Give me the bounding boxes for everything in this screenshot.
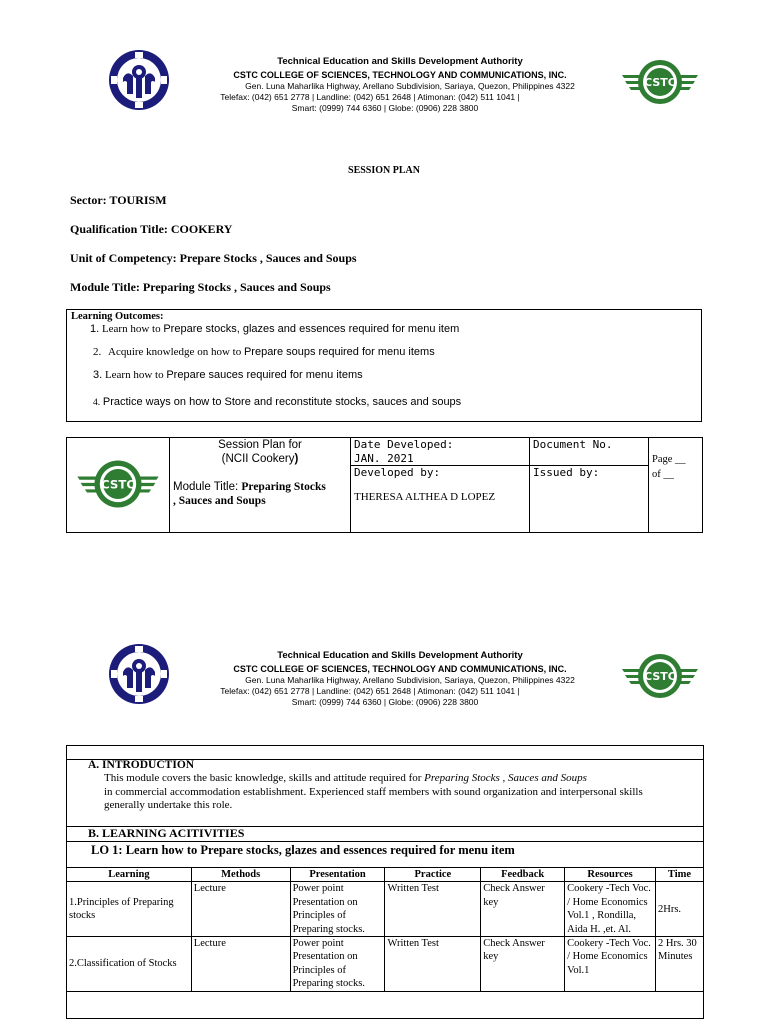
table-row	[67, 882, 704, 937]
column-header: Presentation	[290, 868, 385, 882]
session-plan-cell: Session Plan for (NCII Cookery) Module Title: Preparing Stocks , Sauces and Soups	[170, 438, 351, 533]
learning-cell: 1.Principles of Preparing stocks	[67, 882, 192, 937]
document-title: SESSION PLAN	[348, 165, 420, 176]
cstc-logo-icon	[73, 453, 163, 515]
practice-cell: Written Test	[385, 882, 481, 937]
agency-name: Technical Education and Skills Development Authority	[277, 56, 523, 67]
methods-cell: Lecture	[191, 937, 290, 992]
introduction-text: This module covers the basic knowledge, skills and attitude required for Preparing Stocks , Sauces and Soups in commercial accommodation establishment. Experienced staff members with sound organization and interpersonal skills generally undertake this role.	[104, 772, 643, 811]
presentation-cell: Power point Presentation on Principles of Preparing stocks.	[290, 882, 385, 937]
module-title-line: Module Title: Preparing Stocks , Sauces and Soups	[70, 280, 331, 294]
document-no-cell: Document No.	[530, 438, 649, 466]
table-header-row	[67, 868, 704, 882]
learning-outcomes-title: Learning Outcomes:	[71, 311, 164, 322]
practice-cell: Written Test	[385, 937, 481, 992]
learning-outcome-3: 3. Learn how to Prepare sauces required for menu items	[93, 369, 363, 381]
column-header: Resources	[565, 868, 656, 882]
sector-line: Sector: TOURISM	[70, 193, 167, 207]
college-name: CSTC COLLEGE OF SCIENCES, TECHNOLOGY AND COMMUNICATIONS, INC.	[233, 664, 567, 674]
cstc-logo-icon	[620, 53, 700, 111]
tesda-logo-icon	[107, 642, 171, 706]
feedback-cell: Check Answer key	[481, 937, 565, 992]
cstc-logo-icon	[620, 647, 700, 705]
letterhead-top	[0, 48, 768, 120]
learning-outcomes-box	[66, 309, 702, 422]
letterhead-bottom	[0, 642, 768, 714]
mobile-line: Smart: (0999) 744 6360 | Globe: (0906) 228 3800	[291, 103, 479, 113]
logo-cell	[67, 438, 170, 533]
resources-cell: Cookery -Tech Voc. / Home Economics Vol.1 , Rondilla, Aida H. ,et. Al.	[565, 882, 656, 937]
time-cell: 2Hrs.	[655, 882, 703, 937]
session-plan-table	[66, 437, 703, 533]
learning-outcome-4: 4. Practice ways on how to Store and reconstitute stocks, sauces and soups	[93, 396, 462, 408]
learning-activities-table	[66, 867, 704, 992]
qualification-line: Qualification Title: COOKERY	[70, 222, 233, 236]
lo1-heading: LO 1: Learn how to Prepare stocks, glazes and essences required for menu item	[91, 843, 515, 857]
learning-outcome-2: 2. Acquire knowledge on how to Prepare soups required for menu items	[93, 346, 435, 358]
date-cell: Date Developed: JAN. 2021	[351, 438, 530, 466]
learning-outcome-1: 1. Learn how to Prepare stocks, glazes and essences required for menu item	[90, 323, 460, 335]
resources-cell: Cookery -Tech Voc. / Home Economics Vol.1	[565, 937, 656, 992]
telefax-line: Telefax: (042) 651 2778 | Landline: (042) 651 2648 | Atimonan: (042) 511 1041 |	[220, 686, 520, 696]
time-cell: 2 Hrs. 30 Minutes	[655, 937, 703, 992]
methods-cell: Lecture	[191, 882, 290, 937]
issued-by-cell: Issued by:	[530, 466, 649, 533]
telefax-line: Telefax: (042) 651 2778 | Landline: (042) 651 2648 | Atimonan: (042) 511 1041 |	[220, 92, 520, 102]
column-header: Methods	[191, 868, 290, 882]
column-header: Time	[655, 868, 703, 882]
unit-of-competency-line: Unit of Competency: Prepare Stocks , Sauces and Soups	[70, 251, 357, 265]
learning-activities-heading: B. LEARNING ACITIVITIES	[88, 826, 245, 840]
svg-text:CSTC: CSTC	[644, 76, 676, 89]
mobile-line: Smart: (0999) 744 6360 | Globe: (0906) 228 3800	[291, 697, 479, 707]
address-line: Gen. Luna Maharlika Highway, Arellano Subdivision, Sariaya, Quezon, Philippines 4322	[245, 675, 575, 685]
svg-text:CSTC: CSTC	[101, 476, 135, 491]
feedback-cell: Check Answer key	[481, 882, 565, 937]
agency-name: Technical Education and Skills Development Authority	[277, 650, 523, 661]
address-line: Gen. Luna Maharlika Highway, Arellano Subdivision, Sariaya, Quezon, Philippines 4322	[245, 81, 575, 91]
presentation-cell: Power point Presentation on Principles of Preparing stocks.	[290, 937, 385, 992]
introduction-heading: A. INTRODUCTION	[88, 759, 195, 771]
developed-by-cell: Developed by: THERESA ALTHEA D LOPEZ	[351, 466, 530, 533]
table-row	[67, 937, 704, 992]
column-header: Practice	[385, 868, 481, 882]
page-cell: Page __ of __	[649, 438, 703, 533]
college-name: CSTC COLLEGE OF SCIENCES, TECHNOLOGY AND COMMUNICATIONS, INC.	[233, 70, 567, 80]
learning-cell: 2.Classification of Stocks	[67, 937, 192, 992]
column-header: Feedback	[481, 868, 565, 882]
column-header: Learning	[67, 868, 192, 882]
tesda-logo-icon	[107, 48, 171, 112]
svg-text:CSTC: CSTC	[644, 670, 676, 683]
